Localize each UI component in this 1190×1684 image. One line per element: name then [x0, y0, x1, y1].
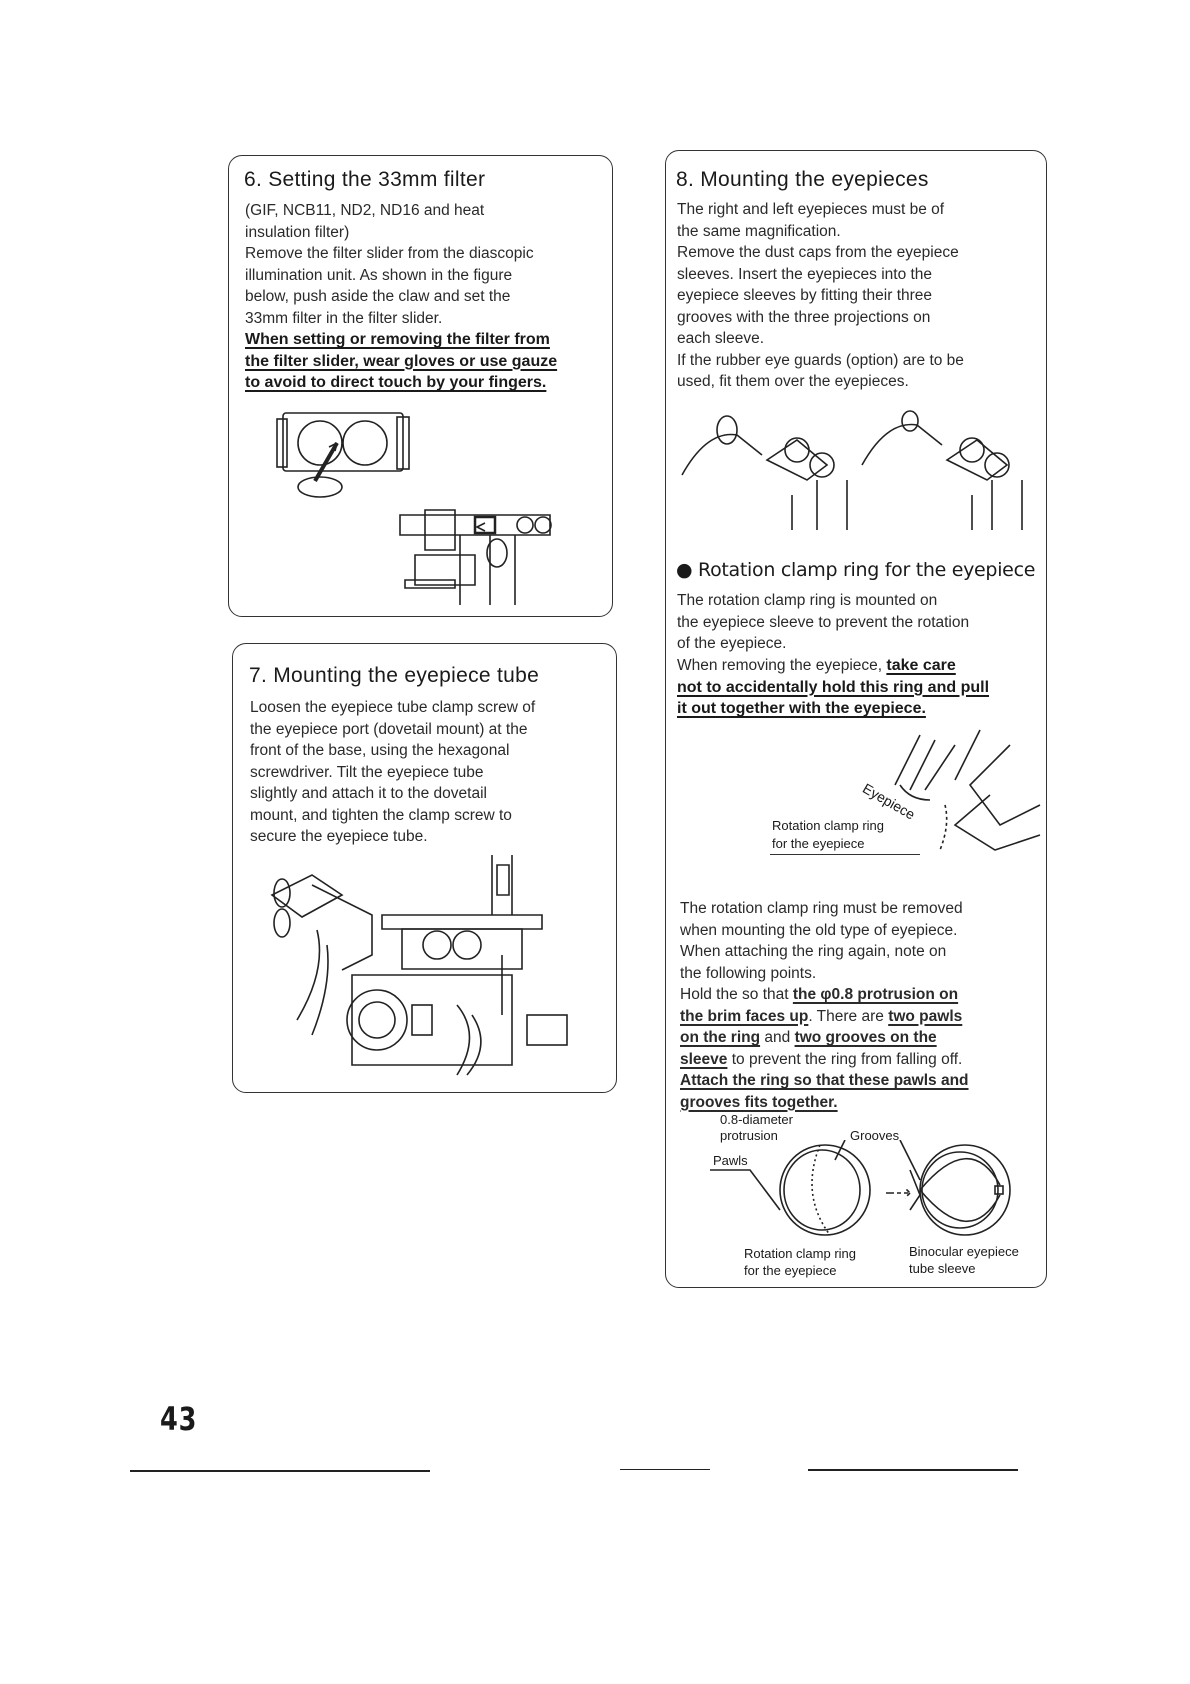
sleeve-caption-1: Binocular eyepiece — [909, 1244, 1019, 1259]
section-8-body: The right and left eyepieces must be of the same magnification. Remove the dust caps from the eyepiece sleeves. Insert the eyepieces into the eyepiece sleeves by fitting their three grooves with the three projections on each sleeve. If the rubber eye guards (option) are to be used, fit them over the eyepieces. — [677, 201, 964, 390]
ring-caption-1: Rotation clamp ring — [744, 1246, 856, 1261]
protrusion-label-1: 0.8-diameter — [720, 1112, 793, 1127]
pawls-label: Pawls — [713, 1153, 748, 1168]
clamp-ring-label-2: for the eyepiece — [772, 836, 865, 851]
protrusion-label-2: protrusion — [720, 1128, 778, 1143]
ring-pawls-grooves-illustration — [710, 1140, 1030, 1240]
footer-rule-left — [130, 1470, 430, 1472]
eyepiece-tube-illustration — [262, 855, 592, 1085]
section-6-body: (GIF, NCB11, ND2, ND16 and heat insulation filter) Remove the filter slider from the diascopic illumination unit. As shown in the figure below, push aside the claw and set the 33mm filter in the filter slider. — [245, 202, 534, 327]
clamp-ring-body: The rotation clamp ring is mounted on the eyepiece sleeve to prevent the rotation of the eyepiece. — [677, 592, 970, 652]
section-6-title: 6. Setting the 33mm filter — [244, 168, 486, 191]
section-8-title: 8. Mounting the eyepieces — [676, 168, 929, 191]
clamp-ring-label-1: Rotation clamp ring — [772, 818, 884, 833]
ring-removal-body: The rotation clamp ring must be removed when mounting the old type of eyepiece. When attaching the ring again, note on the following points. — [680, 900, 963, 982]
clamp-ring-warning: When removing the eyepiece, take care not to accidentally hold this ring and pull it out together with the eyepiece. — [677, 657, 990, 717]
footer-rule-right — [808, 1469, 1018, 1471]
ring-caption-2: for the eyepiece — [744, 1263, 837, 1278]
section-7-body: Loosen the eyepiece tube clamp screw of the eyepiece port (dovetail mount) at the front of the base, using the hexagonal screwdriver. Tilt the eyepiece tube slightly and attach it to the dovetail mount, and tighten the clamp screw to secure the eyepiece tube. — [250, 699, 536, 845]
filter-slider-illustration — [275, 405, 585, 605]
grooves-label: Grooves — [850, 1128, 900, 1143]
section-7-title: 7. Mounting the eyepiece tube — [249, 664, 540, 687]
clamp-ring-label-rule — [770, 854, 920, 855]
clamp-ring-heading: ● Rotation clamp ring for the eyepiece — [676, 559, 1036, 581]
footer-rule-middle — [620, 1469, 710, 1470]
ring-attach-instructions: Hold the so that the φ0.8 protrusion on the brim faces up. There are two pawls on the ring and two grooves on the sleeve to prevent the ring from falling off. Attach the ring so that these pawls and grooves fits together. — [680, 986, 969, 1111]
page-number: 43 — [160, 1400, 198, 1438]
section-6-warning: When setting or removing the filter from the filter slider, wear gloves or use gauze to avoid to direct touch by your fingers. — [245, 331, 558, 391]
eyepiece-label: Eyepiece — [860, 780, 918, 823]
clamp-ring-illustration — [860, 725, 1045, 855]
sleeve-caption-2: tube sleeve — [909, 1261, 976, 1276]
eyepiece-insertion-illustration — [672, 405, 1042, 530]
